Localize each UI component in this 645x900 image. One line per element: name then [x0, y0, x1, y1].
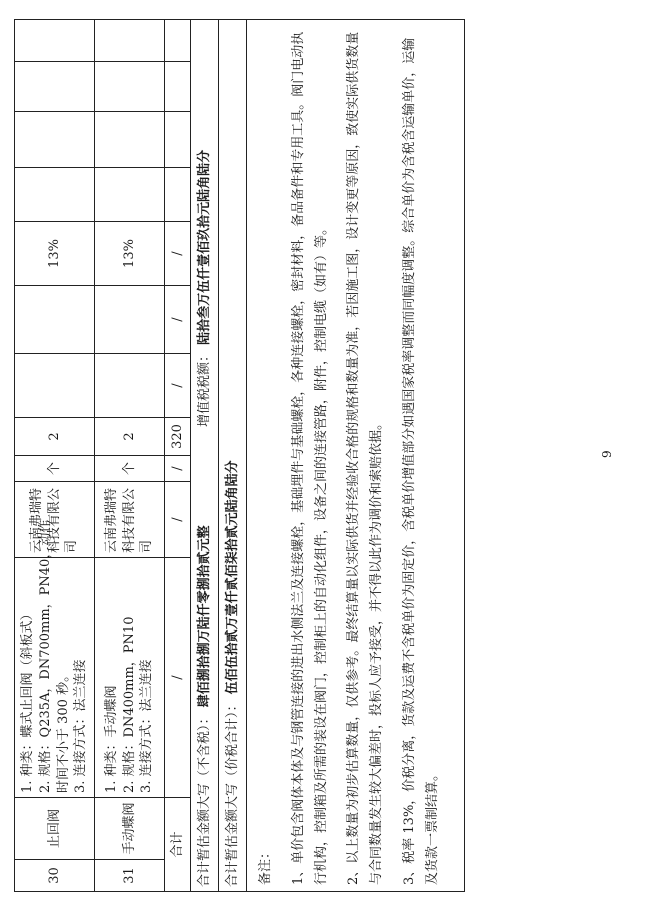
row-unit: 个 [95, 456, 165, 482]
row-tax: 13% [95, 222, 165, 286]
table-row [95, 20, 165, 892]
row-no: 30 [15, 860, 95, 892]
row-qty: 2 [15, 418, 95, 456]
note-item: 1、单价包含阀体本体及与钢管连接的进出水侧法兰及连接螺栓，基础埋件与基础螺栓，各种连接螺栓，密封材料，备品备件和专用工具。阀门电动执行机构，控制箱及所需的装设在阀门，控制柜上的自动化组件，设备之间的连接管路，附件，控制电缆（如有）等。 [290, 31, 329, 885]
summary-row [219, 20, 247, 892]
table-row [15, 20, 95, 892]
note-item: 2、以上数量为初步估算数量，仅供参考。最终结算量以实际供货并经验收合格的规格和数量为准，若因施工图，设计变更等原因，致使实际供货数量与合同数量发生较大偏差时，投标人应予接受，并不得以此作为调价和索赔依据。 [346, 31, 384, 885]
row-qty: 2 [95, 418, 165, 456]
row-no: 31 [95, 860, 165, 892]
notes-title: 备注： [258, 845, 273, 885]
excl-label: 合计暂估金额大写（不含税）： [196, 711, 212, 887]
row-brand: 云南弗瑞特科技有限公司 [95, 482, 165, 558]
notes-row [247, 20, 465, 892]
row-brand: 云南弗瑞特科技有限公司 [15, 482, 95, 558]
incl-value: 伍佰伍拾贰万壹仟贰佰柒拾贰元陆角陆分 [224, 460, 240, 695]
total-qty: 320 [165, 418, 191, 456]
row-name: 止回阀 [15, 798, 95, 860]
vat-value: 陆拾叁万伍仟壹佰玖拾元陆角陆分 [196, 149, 212, 345]
note-item: 3、税率 13%，价税分离，货款及运费不含税单价为固定价，含税单价增值部分如遇国家税率调整而同幅度调整。综合单价为含税含运输单价，运输及货款一票制结算。 [401, 37, 440, 885]
incl-label: 合计暂估金额大写（价税合计）： [224, 698, 240, 887]
price-table [14, 19, 465, 892]
row-tax: 13% [15, 222, 95, 286]
excl-value: 肆佰捌拾捌万陆仟零捌拾贰元整 [196, 525, 212, 708]
row-name: 手动蝶阀 [95, 798, 165, 860]
row-spec: 1. 种类：蝶式止回阀（斜板式） 2. 规格：Q235A，DN700mm，PN40，动作 时间不小于 300 秒。 3. 连接方式：法兰连接 [15, 558, 95, 798]
vat-label: 增值税税额： [196, 349, 212, 428]
summary-row [191, 20, 219, 892]
total-row: 合计 / / / 320 / / / [165, 20, 191, 892]
page-number: 9 [600, 450, 614, 458]
row-spec: 1. 种类：手动蝶阀 2. 规格：DN400mm，PN10 3. 连接方式：法兰连接 [95, 558, 165, 798]
row-unit: 个 [15, 456, 95, 482]
total-label: 合计 [165, 798, 191, 892]
